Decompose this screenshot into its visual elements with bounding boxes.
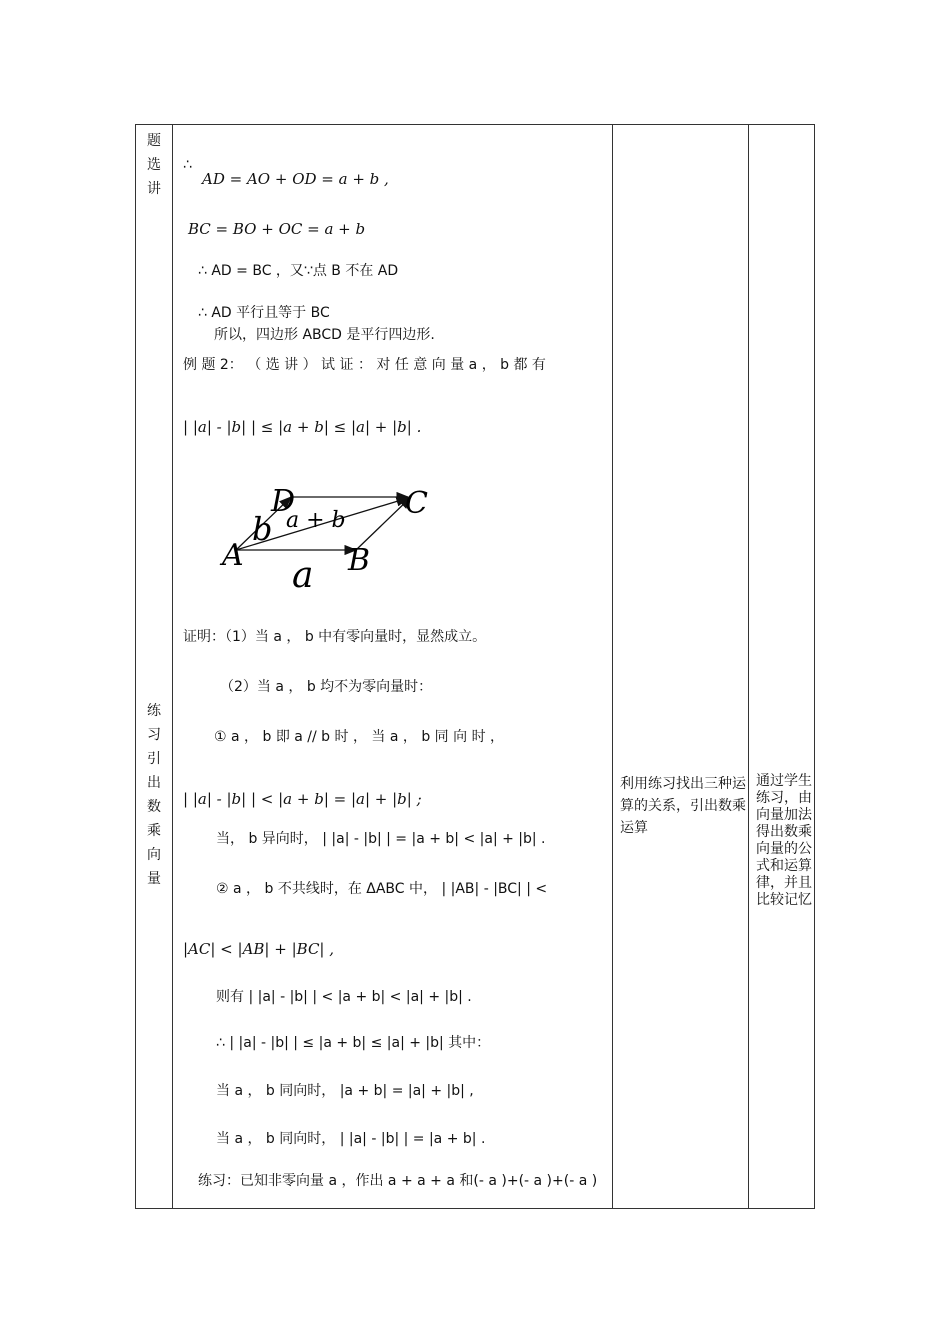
- equation-bc: BC = BO + OC = a + b: [188, 220, 366, 238]
- inequality-statement: | |a| - |b| | ≤ |a + b| ≤ |a| + |b| .: [183, 418, 422, 436]
- point-b-label: B: [348, 543, 371, 578]
- equality-case-2: 当 a ， b 同向时， | |a| - |b| | = |a + b| .: [216, 1131, 486, 1147]
- inequality-opposite-direction: 当， b 异向时， | |a| - |b| | = |a + b| < |a| + |b| .: [216, 831, 546, 847]
- section-label-top: 题 选 讲: [147, 133, 161, 197]
- column-divider: [612, 125, 613, 1208]
- student-activity-note: 通过学生练习，由向量加法得出数乘向量的公式和运算律，并且比较记忆: [756, 773, 812, 908]
- proof-case-2-1: ① a ， b 即 a // b 时 ， 当 a ， b 同 向 时 ，: [214, 729, 505, 745]
- inequality-same-direction: | |a| - |b| | < |a + b| = |a| + |b| ;: [183, 790, 422, 808]
- point-d-label: D: [271, 484, 296, 519]
- inequality-conclusion: ∴ | |a| - |b| | ≤ |a + b| ≤ |a| + |b| 其中：: [216, 1035, 491, 1051]
- therefore-symbol: ∴: [183, 157, 192, 173]
- point-a-label: A: [222, 538, 244, 573]
- vector-sum-label: a + b: [286, 508, 346, 533]
- equation-ad: AD = AO + OD = a + b ,: [202, 170, 389, 188]
- triangle-inequality: |AC| < |AB| + |BC| ,: [183, 940, 335, 958]
- proof-case-1: 证明：（1）当 a ， b 中有零向量时，显然成立。: [183, 629, 487, 645]
- equality-case-1: 当 a ， b 同向时， |a + b| = |a| + |b| ,: [216, 1083, 474, 1099]
- vector-b-label: b: [252, 510, 273, 548]
- proof-case-2: （2）当 a ， b 均不为零向量时：: [220, 679, 433, 695]
- statement-ad-eq-bc: ∴ AD = BC ，又∵点 B 不在 AD: [198, 263, 399, 279]
- example-2-heading: 例 题 2： （ 选 讲 ） 试 证 ： 对 任 意 向 量 a ， b 都 有: [183, 357, 546, 373]
- parallelogram-figure: [216, 475, 456, 595]
- column-divider: [172, 125, 173, 1208]
- exercise-statement: 练习：已知非零向量 a ，作出 a + a + a 和(- a )+(- a )+(- a ): [198, 1173, 598, 1189]
- vector-a-label: a: [292, 555, 314, 595]
- statement-parallelogram: 所以，四边形 ABCD 是平行四边形.: [214, 327, 435, 343]
- section-label-bottom: 练 习 引 出 数 乘 向 量: [147, 703, 161, 887]
- inequality-result: 则有 | |a| - |b| | < |a + b| < |a| + |b| .: [216, 989, 472, 1005]
- point-c-label: C: [405, 486, 428, 521]
- statement-parallel: ∴ AD 平行且等于 BC: [198, 305, 330, 321]
- column-divider: [748, 125, 749, 1208]
- proof-case-2-2: ② a ， b 不共线时，在 ΔABC 中， | |AB| - |BC| | <: [216, 881, 548, 897]
- lesson-table: [135, 124, 815, 1209]
- design-intent-note: 利用练习找出三种运算的关系，引出数乘运算: [620, 776, 746, 836]
- section-label-column: [136, 125, 172, 1208]
